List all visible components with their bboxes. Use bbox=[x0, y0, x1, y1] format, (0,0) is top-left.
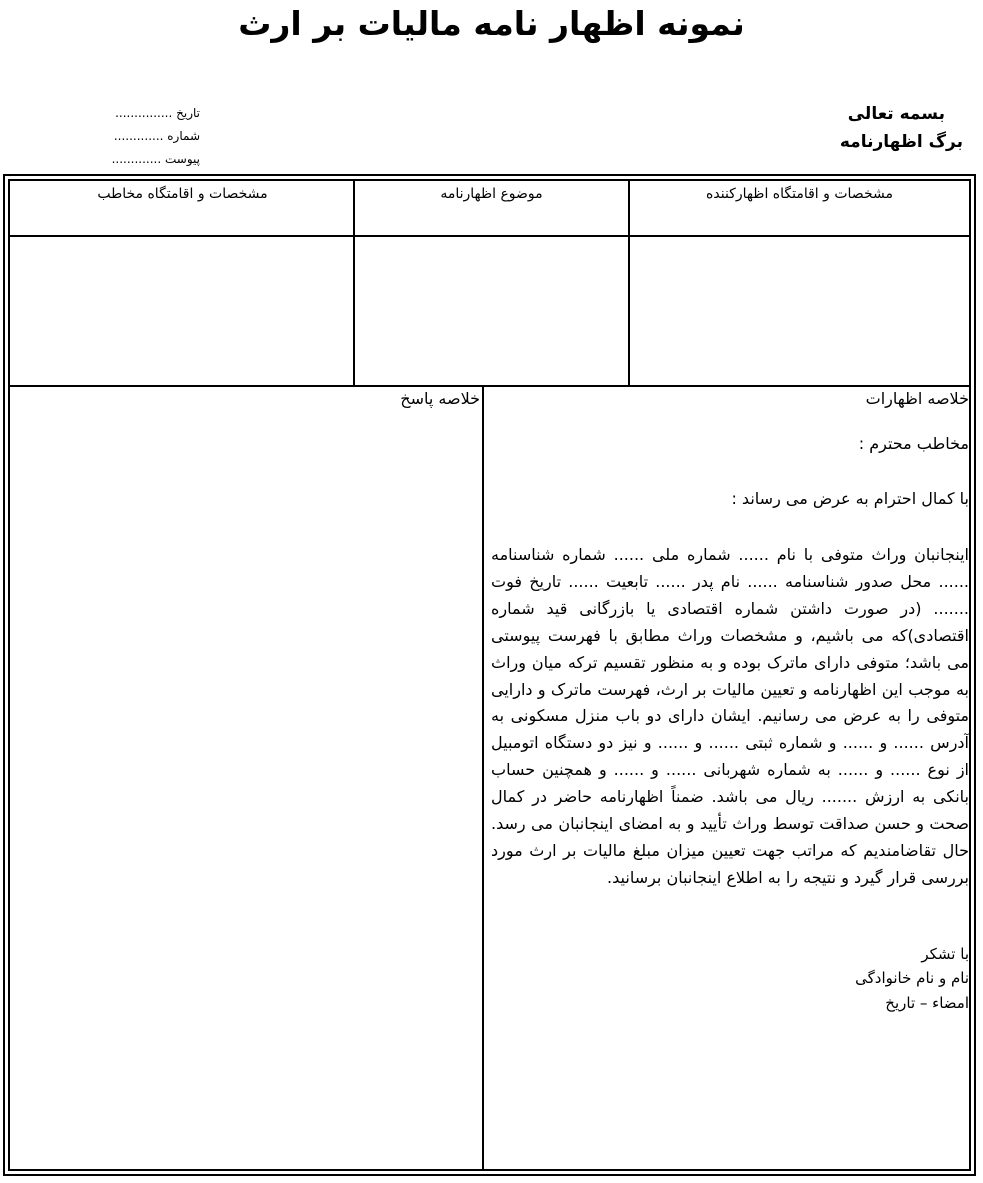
closing-signature: امضاء – تاریخ bbox=[885, 993, 969, 1012]
header-row-divider bbox=[10, 235, 969, 237]
header-addressee: مشخصات و اقامتگاه مخاطب bbox=[97, 186, 268, 202]
parties-row-divider bbox=[10, 385, 969, 387]
summary-body: اینجانبان وراث متوفی با نام ...... شماره ملی ...... شماره شناسنامه ...... محل صدور شناسنامه ...... نام پدر ...... تابعیت ...... تاریخ فوت ....... (در صورت داشتن شماره اقتصادی یا بازرگانی قید شماره اقتصادی)که می باشیم، و مشخصات وراث مطابق با فهرست پیوستی می باشد؛ متوفی دارای ماترک بوده و به منظور تقسیم ترکه میان وراث به موجب این اظهارنامه و تعیین مالیات بر ارث، فهرست ماترک و دارایی متوفی را به عرض می رسانیم. ایشان دارای دو باب منزل مسکونی به آدرس ...... و ...... و شماره ثبتی ...... و ...... و نیز دو دستگاه اتومبیل از نوع ...... و ...... به شماره شهربانی ...... و ...... و همچنین حساب بانکی به ارزش ....... ریال می باشد. ضمناً اظهارنامه حاضر در کمال صحت و حسن صداقت توسط وراث تأیید و به امضای اینجانبان می رسد. حال تقاضامندیم که مراتب جهت تعیین میزان مبلغ مالیات بر ارث مورد بررسی قرار گیرد و نتیجه را به اطلاع اینجانبان برسانید. bbox=[491, 545, 969, 887]
form-name-heading: برگ اظهارنامه bbox=[839, 132, 963, 152]
divider-declarant bbox=[628, 181, 630, 386]
divider-reply bbox=[482, 386, 484, 1169]
header-subject: موضوع اظهارنامه bbox=[440, 186, 543, 202]
number-field: شماره ............. bbox=[113, 129, 200, 143]
summary-addressee: مخاطب محترم : bbox=[858, 434, 969, 453]
header-declarant: مشخصات و اقامتگاه اظهارکننده bbox=[706, 186, 893, 202]
bismillah-heading: بسمه تعالی bbox=[847, 104, 945, 124]
page-title: نمونه اظهار نامه مالیات بر ارث bbox=[238, 4, 745, 43]
summary-intro: با کمال احترام به عرض می رساند : bbox=[731, 489, 969, 508]
attachment-field: پیوست ............. bbox=[111, 152, 200, 166]
divider-subject bbox=[353, 181, 355, 386]
reply-summary-label: خلاصه پاسخ bbox=[400, 389, 480, 408]
document-meta bbox=[78, 102, 200, 171]
closing-thanks: با تشکر bbox=[921, 944, 969, 963]
summary-label: خلاصه اظهارات bbox=[865, 389, 969, 408]
closing-name: نام و نام خانوادگی bbox=[855, 969, 969, 988]
summary-closing bbox=[488, 942, 969, 1016]
statements-summary bbox=[488, 389, 969, 1015]
date-field: تاریخ ............... bbox=[115, 106, 200, 120]
